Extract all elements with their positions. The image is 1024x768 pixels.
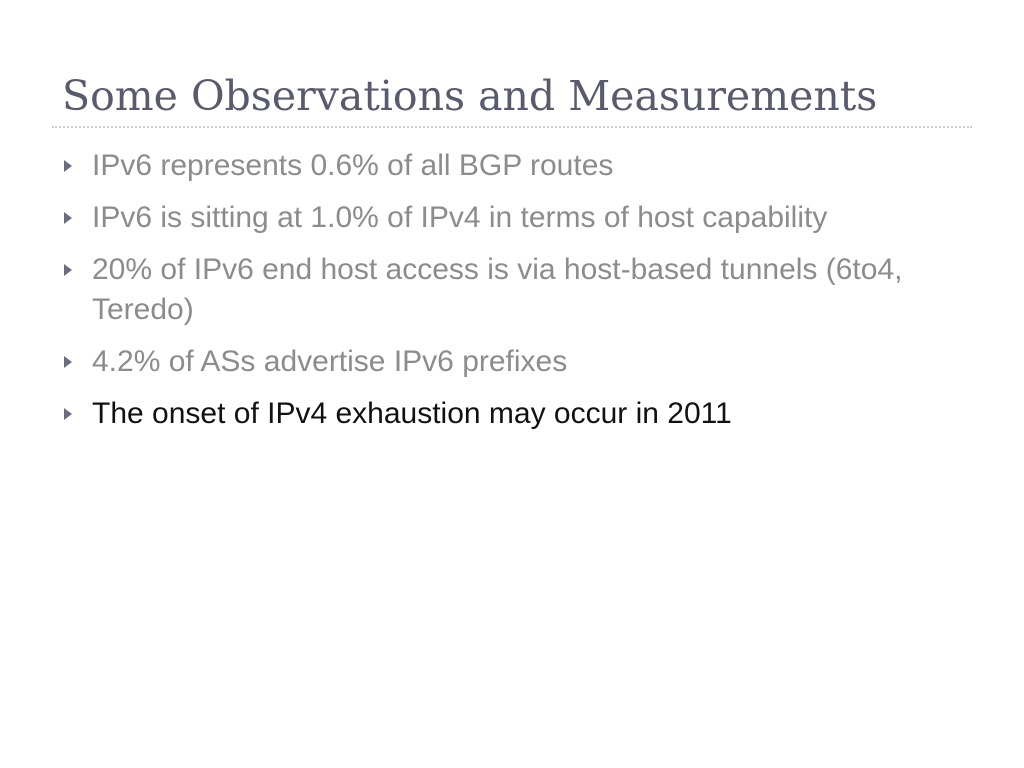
bullet-item: [60, 146, 960, 186]
bullet-item-current: [60, 394, 960, 434]
triangle-right-icon: [64, 212, 72, 224]
triangle-right-icon: [64, 264, 72, 276]
bullet-text: IPv6 is sitting at 1.0% of IPv4 in terms of host capability: [92, 201, 828, 234]
bullet-item: [60, 198, 960, 238]
bullet-item: [60, 250, 960, 330]
bullet-text: The onset of IPv4 exhaustion may occur in 2011: [92, 397, 732, 430]
title-divider: [52, 126, 972, 128]
bullet-text: IPv6 represents 0.6% of all BGP routes: [92, 149, 614, 182]
triangle-right-icon: [64, 160, 72, 172]
slide-title: Some Observations and Measurements: [62, 72, 878, 120]
triangle-right-icon: [64, 356, 72, 368]
triangle-right-icon: [64, 408, 72, 420]
bullet-item: [60, 342, 960, 382]
bullet-text: 20% of IPv6 end host access is via host-based tunnels (6to4, Teredo): [92, 253, 903, 326]
bullet-text: 4.2% of ASs advertise IPv6 prefixes: [92, 345, 568, 378]
bullet-list: [60, 146, 960, 446]
